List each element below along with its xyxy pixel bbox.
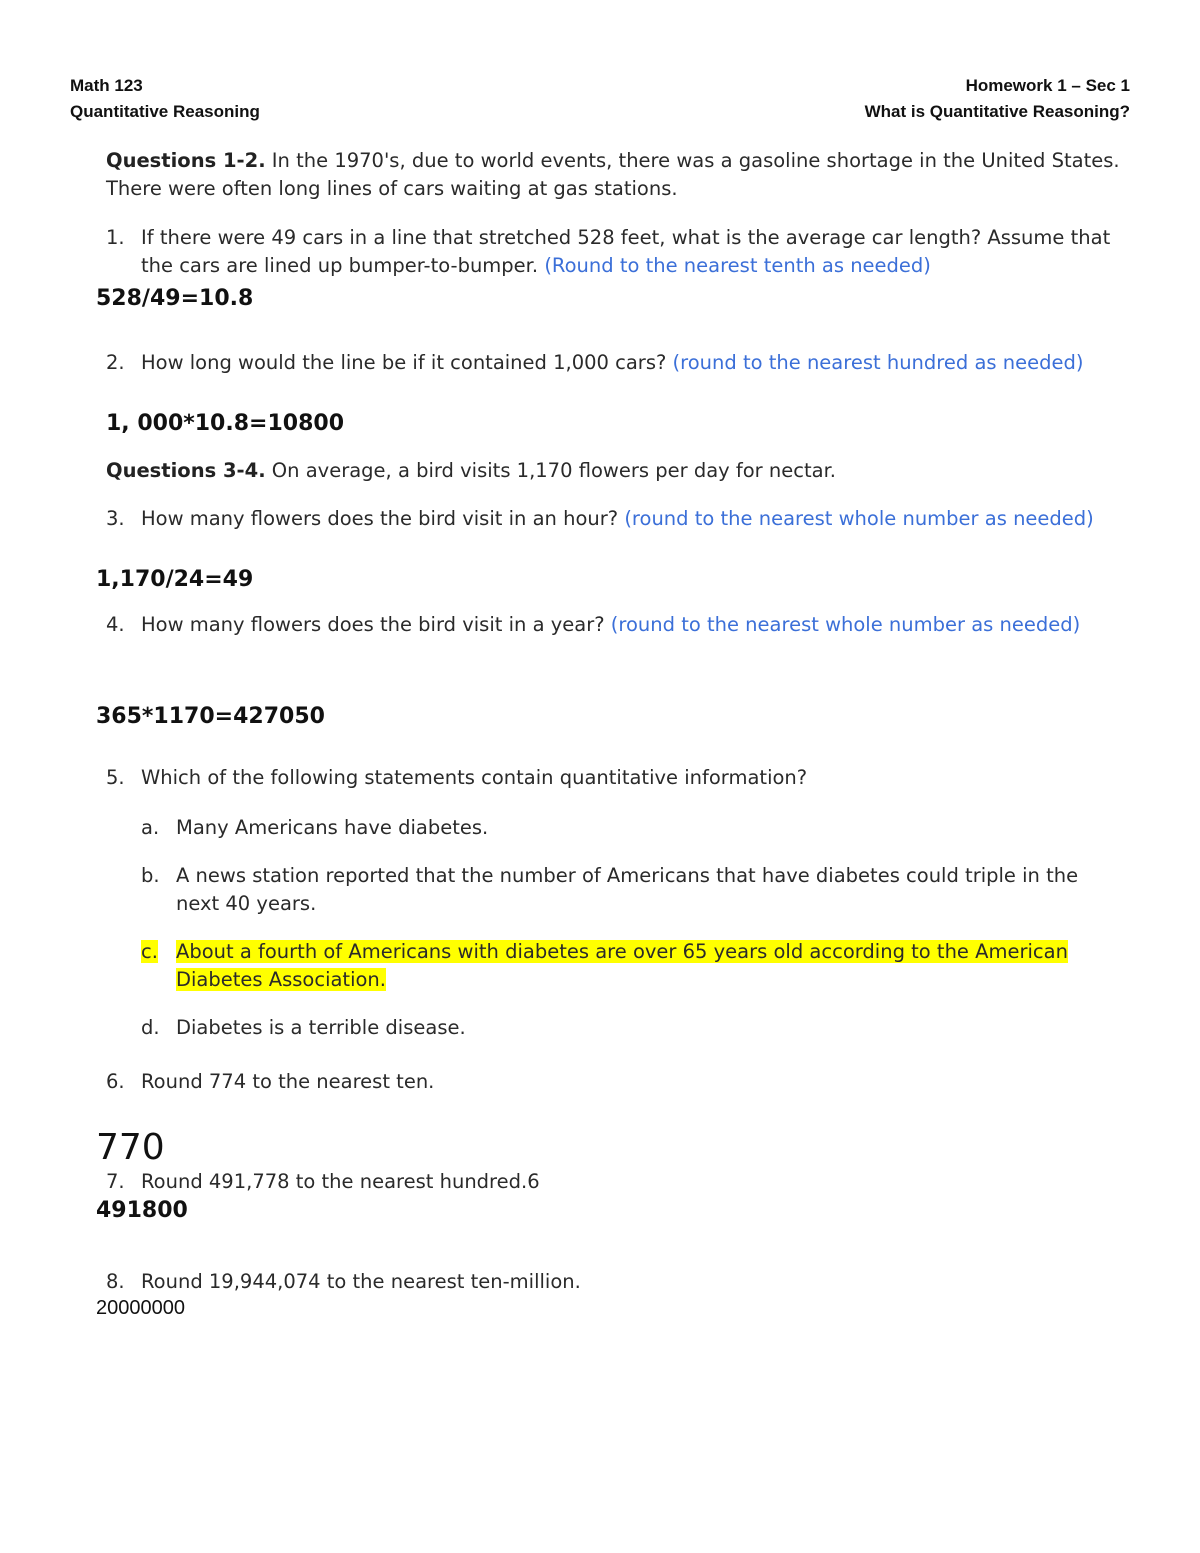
rounding-hint: (round to the nearest whole number as needed) <box>624 507 1094 530</box>
option-letter-d: d. <box>141 1016 160 1039</box>
answer-4: 365*1170=427050 <box>96 704 325 729</box>
question-5: Which of the following statements contain quantitative information? <box>141 766 808 789</box>
question-text: How many flowers does the bird visit in an hour? <box>141 507 625 530</box>
question-4 <box>141 611 1141 639</box>
option-d: Diabetes is a terrible disease. <box>176 1016 466 1039</box>
option-letter-a: a. <box>141 816 160 839</box>
option-c-highlighted <box>176 938 1126 994</box>
question-8: Round 19,944,074 to the nearest ten-million. <box>141 1270 581 1293</box>
group-text: On average, a bird visits 1,170 flowers per day for nectar. <box>265 459 836 482</box>
option-letter-c <box>141 938 158 966</box>
assignment-number: Homework 1 – Sec 1 <box>965 76 1130 95</box>
header-left <box>70 73 260 125</box>
answer-8: 20000000 <box>96 1297 185 1319</box>
option-a: Many Americans have diabetes. <box>176 816 489 839</box>
question-text: If there were 49 cars in a line that stretched 528 feet, what is the average car length? Assume that the cars are lined up bumper-to-bumper. <box>141 226 1111 277</box>
course-title: Quantitative Reasoning <box>70 102 260 121</box>
rounding-hint: (Round to the nearest tenth as needed) <box>544 254 931 277</box>
assignment-title: What is Quantitative Reasoning? <box>864 102 1130 121</box>
rounding-hint: (round to the nearest whole number as needed) <box>610 613 1081 636</box>
answer-3: 1,170/24=49 <box>96 567 254 592</box>
question-text: How long would the line be if it contained 1,000 cars? <box>141 351 673 374</box>
question-number: 8. <box>106 1270 125 1293</box>
answer-6: 770 <box>96 1127 165 1168</box>
question-number: 5. <box>106 766 125 789</box>
question-6: Round 774 to the nearest ten. <box>141 1070 435 1093</box>
question-number: 1. <box>106 226 125 249</box>
question-number: 2. <box>106 351 125 374</box>
questions-3-4-intro <box>106 457 1136 485</box>
option-b: A news station reported that the number of Americans that have diabetes could triple in the next 40 years. <box>176 864 1079 915</box>
question-1 <box>141 224 1141 280</box>
option-letter-b: b. <box>141 864 160 887</box>
question-7: Round 491,778 to the nearest hundred.6 <box>141 1170 540 1193</box>
group-label: Questions 1-2. <box>106 149 266 172</box>
question-number: 6. <box>106 1070 125 1093</box>
question-number: 7. <box>106 1170 125 1193</box>
highlight: c. <box>141 940 158 963</box>
header-right <box>865 73 1130 125</box>
group-label: Questions 3-4. <box>106 459 266 482</box>
highlighted-answer: About a fourth of Americans with diabetes are over 65 years old according to the American Diabetes Association. <box>176 940 1068 991</box>
question-2 <box>141 349 1141 377</box>
question-number: 3. <box>106 507 125 530</box>
question-text: How many flowers does the bird visit in a year? <box>141 613 611 636</box>
questions-1-2-intro <box>106 147 1136 203</box>
rounding-hint: (round to the nearest hundred as needed) <box>672 351 1084 374</box>
course-number: Math 123 <box>70 76 143 95</box>
group-text: In the 1970's, due to world events, there was a gasoline shortage in the United States. There were often long lines of cars waiting at gas stations. <box>106 149 1120 200</box>
question-number: 4. <box>106 613 125 636</box>
answer-7: 491800 <box>96 1198 188 1223</box>
question-3 <box>141 505 1141 533</box>
answer-2: 1, 000*10.8=10800 <box>106 411 345 436</box>
answer-1: 528/49=10.8 <box>96 286 254 311</box>
